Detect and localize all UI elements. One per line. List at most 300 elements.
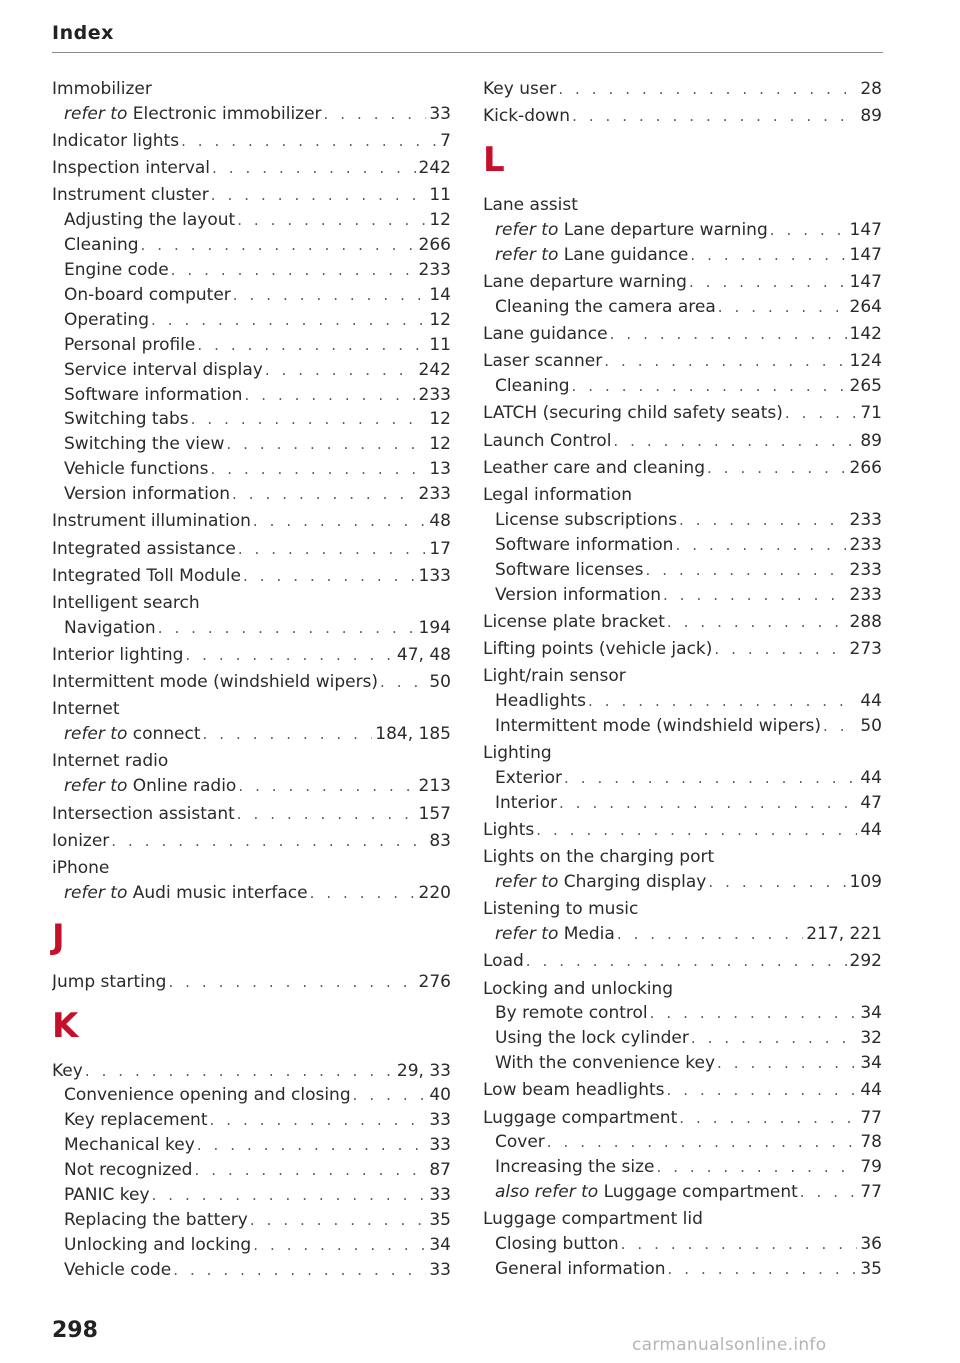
- entry-page-reference: 89: [860, 106, 882, 127]
- index-subentry: [483, 1026, 882, 1051]
- entry-label: [495, 243, 688, 268]
- dot-leader: [650, 1001, 858, 1026]
- entry-label: [483, 104, 570, 129]
- dot-leader: [151, 308, 426, 333]
- dot-leader: [564, 766, 857, 791]
- entry-label: [64, 774, 236, 799]
- entry-label: [64, 881, 308, 906]
- entry-label: [483, 1106, 677, 1131]
- cross-reference-prefix: refer to: [64, 882, 128, 903]
- entry-term: Vehicle code: [64, 1259, 172, 1280]
- entry-label: [52, 856, 109, 881]
- entry-page-reference: 35: [860, 1259, 882, 1280]
- dot-leader: [238, 537, 427, 562]
- entry-page-reference: 276: [418, 971, 451, 992]
- dot-leader: [770, 218, 847, 243]
- entry-term: Software information: [64, 384, 243, 405]
- entry-term: Navigation: [64, 617, 156, 638]
- entry-term: Headlights: [495, 690, 586, 711]
- entry-page-reference: 33: [429, 103, 451, 124]
- index-subentry: [483, 508, 882, 533]
- entry-page-reference: 44: [860, 767, 882, 788]
- entry-label: [483, 456, 705, 481]
- entry-term: Cleaning the camera area: [495, 296, 716, 317]
- index-subentry: [52, 1083, 451, 1108]
- dot-leader: [194, 1158, 426, 1183]
- entry-page-reference: 36: [860, 1234, 882, 1255]
- dot-leader: [265, 358, 416, 383]
- index-subentry: [483, 243, 882, 268]
- index-entry: [52, 643, 451, 668]
- entry-term: Low beam headlights: [483, 1080, 665, 1101]
- entry-page-reference: 109: [849, 872, 882, 893]
- index-subentry: [483, 922, 882, 947]
- entry-label: [52, 697, 120, 722]
- entry-term: Using the lock cylinder: [495, 1028, 689, 1049]
- index-subentry: [483, 791, 882, 816]
- entry-term: Key: [52, 1060, 83, 1081]
- index-subentry: [483, 374, 882, 399]
- entry-label: [483, 845, 714, 870]
- dot-leader: [617, 922, 803, 947]
- entry-label: [64, 333, 195, 358]
- dot-leader: [237, 802, 416, 827]
- index-subentry: [52, 616, 451, 641]
- entry-term: Service interval display: [64, 359, 263, 380]
- dot-leader: [613, 429, 857, 454]
- entry-term: Closing button: [495, 1234, 619, 1255]
- entry-label: [483, 897, 638, 922]
- entry-page-reference: 35: [429, 1209, 451, 1230]
- entry-page-reference: 78: [860, 1132, 882, 1153]
- dot-leader: [158, 616, 416, 641]
- entry-page-reference: 147: [849, 272, 882, 293]
- index-entry: [52, 509, 451, 534]
- entry-term: Software licenses: [495, 559, 644, 580]
- entry-label: [64, 258, 169, 283]
- entry-label: [483, 664, 626, 689]
- dot-leader: [667, 610, 847, 635]
- index-entry: [483, 456, 882, 481]
- entry-page-reference: 242: [418, 158, 451, 179]
- cross-reference-prefix: refer to: [64, 776, 128, 797]
- index-entry: [483, 270, 882, 295]
- entry-label: [495, 1257, 666, 1282]
- entry-term: Locking and unlocking: [483, 978, 673, 999]
- index-entry: [483, 401, 882, 426]
- entry-term: Media: [563, 924, 615, 945]
- entry-page-reference: 12: [429, 434, 451, 455]
- index-letter-heading: L: [483, 140, 505, 181]
- entry-label: [64, 407, 189, 432]
- entry-term: Version information: [64, 484, 231, 505]
- entry-label: [64, 1083, 351, 1108]
- entry-page-reference: 29, 33: [396, 1060, 451, 1081]
- entry-term: Intersection assistant: [52, 803, 235, 824]
- dot-leader: [572, 104, 857, 129]
- entry-label: [483, 637, 712, 662]
- entry-page-reference: 265: [849, 376, 882, 397]
- entry-term: Luggage compartment: [483, 1107, 678, 1128]
- dot-leader: [203, 722, 373, 747]
- entry-page-reference: 233: [849, 534, 882, 555]
- entry-page-reference: 32: [860, 1028, 882, 1049]
- dot-leader: [197, 1133, 427, 1158]
- entry-page-reference: 157: [418, 803, 451, 824]
- dot-leader: [689, 270, 847, 295]
- dot-leader: [211, 183, 427, 208]
- index-subentry: [52, 457, 451, 482]
- index-subentry: [52, 1258, 451, 1283]
- entry-page-reference: 147: [849, 244, 882, 265]
- index-entry: [483, 322, 882, 347]
- index-subentry: [52, 308, 451, 333]
- index-subentry: [483, 870, 882, 895]
- index-subentry: [52, 722, 451, 747]
- entry-label: [64, 482, 230, 507]
- entry-label: [52, 156, 210, 181]
- dot-leader: [679, 508, 847, 533]
- cross-reference-prefix: also refer to: [495, 1182, 599, 1203]
- entry-term: Personal profile: [64, 334, 196, 355]
- index-entry: [52, 970, 451, 995]
- dot-leader: [226, 432, 426, 457]
- dot-leader: [604, 349, 846, 374]
- index-subentry: [52, 1208, 451, 1233]
- entry-term: Not recognized: [64, 1160, 193, 1181]
- entry-label: [52, 749, 168, 774]
- entry-term: Lane guidance: [483, 324, 608, 345]
- entry-page-reference: 12: [429, 409, 451, 430]
- dot-leader: [823, 714, 857, 739]
- entry-label: [495, 714, 821, 739]
- dot-leader: [85, 1059, 394, 1084]
- entry-page-reference: 220: [418, 882, 451, 903]
- entry-page-reference: 44: [860, 820, 882, 841]
- index-subentry: [483, 714, 882, 739]
- entry-page-reference: 33: [429, 1110, 451, 1131]
- entry-label: [483, 818, 534, 843]
- index-subentry: [483, 218, 882, 243]
- entry-term: connect: [132, 724, 201, 745]
- index-entry: [483, 845, 882, 870]
- index-subentry: [52, 774, 451, 799]
- cross-reference-prefix: refer to: [495, 219, 559, 240]
- index-entry: [483, 429, 882, 454]
- cross-reference-prefix: refer to: [64, 103, 128, 124]
- index-subentry: [52, 432, 451, 457]
- entry-page-reference: 48: [429, 511, 451, 532]
- dot-leader: [668, 1257, 858, 1282]
- entry-label: [483, 193, 578, 218]
- entry-page-reference: 83: [429, 830, 451, 851]
- entry-page-reference: 71: [860, 403, 882, 424]
- entry-page-reference: 33: [429, 1135, 451, 1156]
- entry-label: [495, 791, 557, 816]
- entry-term: Instrument illumination: [52, 511, 251, 532]
- page-number: 298: [52, 1318, 98, 1343]
- index-entry: [483, 637, 882, 662]
- index-entry: [483, 349, 882, 374]
- entry-term: Switching the view: [64, 434, 225, 455]
- dot-leader: [324, 102, 427, 127]
- entry-label: [52, 509, 251, 534]
- entry-page-reference: 133: [418, 565, 451, 586]
- entry-term: Jump starting: [52, 971, 167, 992]
- entry-label: [483, 429, 611, 454]
- entry-page-reference: 233: [849, 559, 882, 580]
- entry-term: Electronic immobilizer: [132, 103, 322, 124]
- entry-term: Key user: [483, 79, 557, 99]
- entry-term: Luggage compartment: [603, 1182, 798, 1203]
- entry-term: Indicator lights: [52, 131, 180, 152]
- entry-term: Intermittent mode (windshield wipers): [495, 715, 822, 736]
- entry-label: [483, 270, 687, 295]
- entry-label: [483, 77, 556, 102]
- index-subentry: [483, 689, 882, 714]
- entry-label: [495, 922, 615, 947]
- entry-label: [52, 643, 183, 668]
- cross-reference-prefix: refer to: [495, 244, 559, 265]
- entry-term: Operating: [64, 309, 149, 330]
- entry-term: Version information: [495, 584, 662, 605]
- index-entry: [52, 564, 451, 589]
- entry-page-reference: 47: [860, 792, 882, 813]
- entry-term: Mechanical key: [64, 1135, 195, 1156]
- entry-term: Lane departure warning: [483, 272, 687, 293]
- index-entry: [52, 749, 451, 774]
- entry-term: By remote control: [495, 1003, 648, 1024]
- entry-term: Key replacement: [64, 1110, 208, 1131]
- header-divider: [52, 52, 883, 53]
- entry-term: Ionizer: [52, 830, 110, 851]
- index-column-right: [483, 77, 882, 1282]
- entry-page-reference: 233: [849, 584, 882, 605]
- index-entry: [52, 129, 451, 154]
- index-entry: [52, 156, 451, 181]
- entry-label: [495, 508, 677, 533]
- entry-term: Unlocking and locking: [64, 1234, 252, 1255]
- entry-page-reference: 44: [860, 1080, 882, 1101]
- entry-page-reference: 34: [860, 1003, 882, 1024]
- dot-leader: [667, 1078, 858, 1103]
- entry-page-reference: 77: [860, 1182, 882, 1203]
- entry-label: [495, 583, 661, 608]
- entry-term: Luggage compartment lid: [483, 1209, 703, 1230]
- entry-label: [64, 432, 224, 457]
- entry-page-reference: 184, 185: [375, 724, 451, 745]
- entry-term: General information: [495, 1259, 666, 1280]
- entry-page-reference: 87: [429, 1160, 451, 1181]
- entry-label: [64, 1258, 171, 1283]
- index-subentry: [52, 333, 451, 358]
- entry-page-reference: 79: [860, 1157, 882, 1178]
- dot-leader: [718, 295, 847, 320]
- entry-page-reference: 50: [429, 672, 451, 693]
- entry-page-reference: 142: [849, 324, 882, 345]
- entry-label: [64, 308, 149, 333]
- index-subentry: [483, 295, 882, 320]
- entry-label: [483, 401, 783, 426]
- entry-page-reference: 124: [849, 351, 882, 372]
- dot-leader: [250, 1208, 427, 1233]
- dot-leader: [708, 870, 846, 895]
- entry-label: [52, 183, 209, 208]
- entry-term: Interior lighting: [52, 644, 184, 665]
- index-subentry: [483, 1232, 882, 1257]
- dot-leader: [691, 1026, 857, 1051]
- index-subentry: [52, 1133, 451, 1158]
- entry-term: License plate bracket: [483, 611, 665, 632]
- index-entry: [483, 1106, 882, 1131]
- entry-page-reference: 266: [418, 235, 451, 256]
- dot-leader: [717, 1051, 857, 1076]
- cross-reference-prefix: refer to: [64, 724, 128, 745]
- dot-leader: [243, 564, 416, 589]
- entry-label: [483, 1207, 703, 1232]
- index-entry: [52, 802, 451, 827]
- entry-page-reference: 12: [429, 210, 451, 231]
- entry-label: [52, 564, 241, 589]
- entry-term: Immobilizer: [52, 79, 152, 99]
- entry-term: Intermittent mode (windshield wipers): [52, 672, 379, 693]
- entry-term: Convenience opening and closing: [64, 1085, 351, 1106]
- entry-label: [495, 558, 644, 583]
- entry-page-reference: 213: [418, 776, 451, 797]
- entry-term: Internet radio: [52, 751, 169, 772]
- entry-page-reference: 33: [429, 1185, 451, 1205]
- dot-leader: [800, 1180, 858, 1205]
- entry-label: [64, 233, 139, 258]
- entry-label: [483, 949, 524, 974]
- entry-page-reference: 34: [860, 1053, 882, 1074]
- index-entry: [52, 697, 451, 722]
- entry-term: Instrument cluster: [52, 185, 209, 206]
- entry-page-reference: 233: [849, 509, 882, 530]
- index-entry: [483, 483, 882, 508]
- entry-term: Load: [483, 951, 524, 972]
- entry-label: [495, 295, 716, 320]
- index-subentry: [52, 482, 451, 507]
- index-subentry: [52, 102, 451, 127]
- entry-label: [64, 358, 263, 383]
- entry-page-reference: 50: [860, 715, 882, 736]
- index-entry: [483, 1207, 882, 1232]
- dot-leader: [547, 1130, 858, 1155]
- index-entry: [483, 610, 882, 635]
- entry-term: Cleaning: [64, 235, 139, 256]
- entry-term: Lane assist: [483, 195, 578, 216]
- dot-leader: [714, 637, 846, 662]
- entry-label: [64, 1208, 248, 1233]
- entry-term: With the convenience key: [495, 1053, 716, 1074]
- entry-term: Online radio: [132, 776, 237, 797]
- entry-page-reference: 233: [418, 484, 451, 505]
- index-subentry: [52, 358, 451, 383]
- index-entry: [52, 1059, 451, 1084]
- index-entry: [483, 664, 882, 689]
- entry-page-reference: 264: [849, 296, 882, 317]
- entry-term: Kick-down: [483, 106, 571, 127]
- index-entry: [52, 591, 451, 616]
- index-entry: [483, 104, 882, 129]
- dot-leader: [679, 1106, 857, 1131]
- index-subentry: [483, 1001, 882, 1026]
- entry-page-reference: 89: [860, 430, 882, 451]
- entry-term: Intelligent search: [52, 592, 200, 613]
- entry-label: [52, 129, 179, 154]
- entry-term: iPhone: [52, 857, 110, 878]
- entry-term: Lighting: [483, 743, 552, 764]
- entry-page-reference: 217, 221: [806, 924, 882, 945]
- index-entry: [52, 537, 451, 562]
- index-entry: [483, 818, 882, 843]
- index-subentry: [483, 1051, 882, 1076]
- entry-term: Lane guidance: [563, 244, 689, 265]
- index-subentry: [483, 1180, 882, 1205]
- entry-page-reference: 14: [429, 285, 451, 306]
- dot-leader: [152, 1183, 427, 1208]
- entry-term: License subscriptions: [495, 509, 678, 530]
- index-subentry: [483, 533, 882, 558]
- dot-leader: [559, 791, 857, 816]
- dot-leader: [253, 509, 426, 534]
- index-entry: [483, 193, 882, 218]
- dot-leader: [210, 1108, 427, 1133]
- index-entry: [483, 1078, 882, 1103]
- index-subentry: [52, 881, 451, 906]
- index-subentry: [52, 407, 451, 432]
- entry-term: Light/rain sensor: [483, 666, 626, 687]
- entry-label: [64, 722, 201, 747]
- entry-term: On-board computer: [64, 285, 231, 306]
- index-subentry: [483, 583, 882, 608]
- entry-label: [495, 1026, 689, 1051]
- dot-leader: [690, 243, 846, 268]
- entry-term: Laser scanner: [483, 351, 603, 372]
- index-entry: [52, 856, 451, 881]
- index-subentry: [52, 258, 451, 283]
- entry-term: Vehicle functions: [64, 459, 209, 480]
- entry-label: [52, 802, 235, 827]
- dot-leader: [675, 533, 846, 558]
- entry-page-reference: 40: [429, 1085, 451, 1106]
- dot-leader: [610, 322, 847, 347]
- entry-label: [495, 689, 586, 714]
- entry-term: Cover: [495, 1132, 545, 1153]
- entry-term: Integrated Toll Module: [52, 565, 241, 586]
- entry-page-reference: 17: [429, 538, 451, 559]
- entry-label: [495, 1155, 654, 1180]
- entry-page-reference: 242: [418, 359, 451, 380]
- cross-reference-prefix: refer to: [495, 872, 559, 893]
- entry-label: [483, 349, 602, 374]
- dot-leader: [526, 949, 847, 974]
- entry-label: [495, 1130, 545, 1155]
- entry-label: [495, 870, 706, 895]
- entry-label: [483, 610, 665, 635]
- entry-term: Inspection interval: [52, 158, 211, 179]
- entry-page-reference: 288: [849, 611, 882, 632]
- dot-leader: [253, 1233, 426, 1258]
- entry-label: [64, 1133, 195, 1158]
- dot-leader: [646, 558, 847, 583]
- entry-label: [495, 1232, 619, 1257]
- entry-term: Integrated assistance: [52, 538, 236, 559]
- entry-term: Adjusting the layout: [64, 210, 236, 231]
- index-entry: [483, 77, 882, 102]
- dot-leader: [588, 689, 857, 714]
